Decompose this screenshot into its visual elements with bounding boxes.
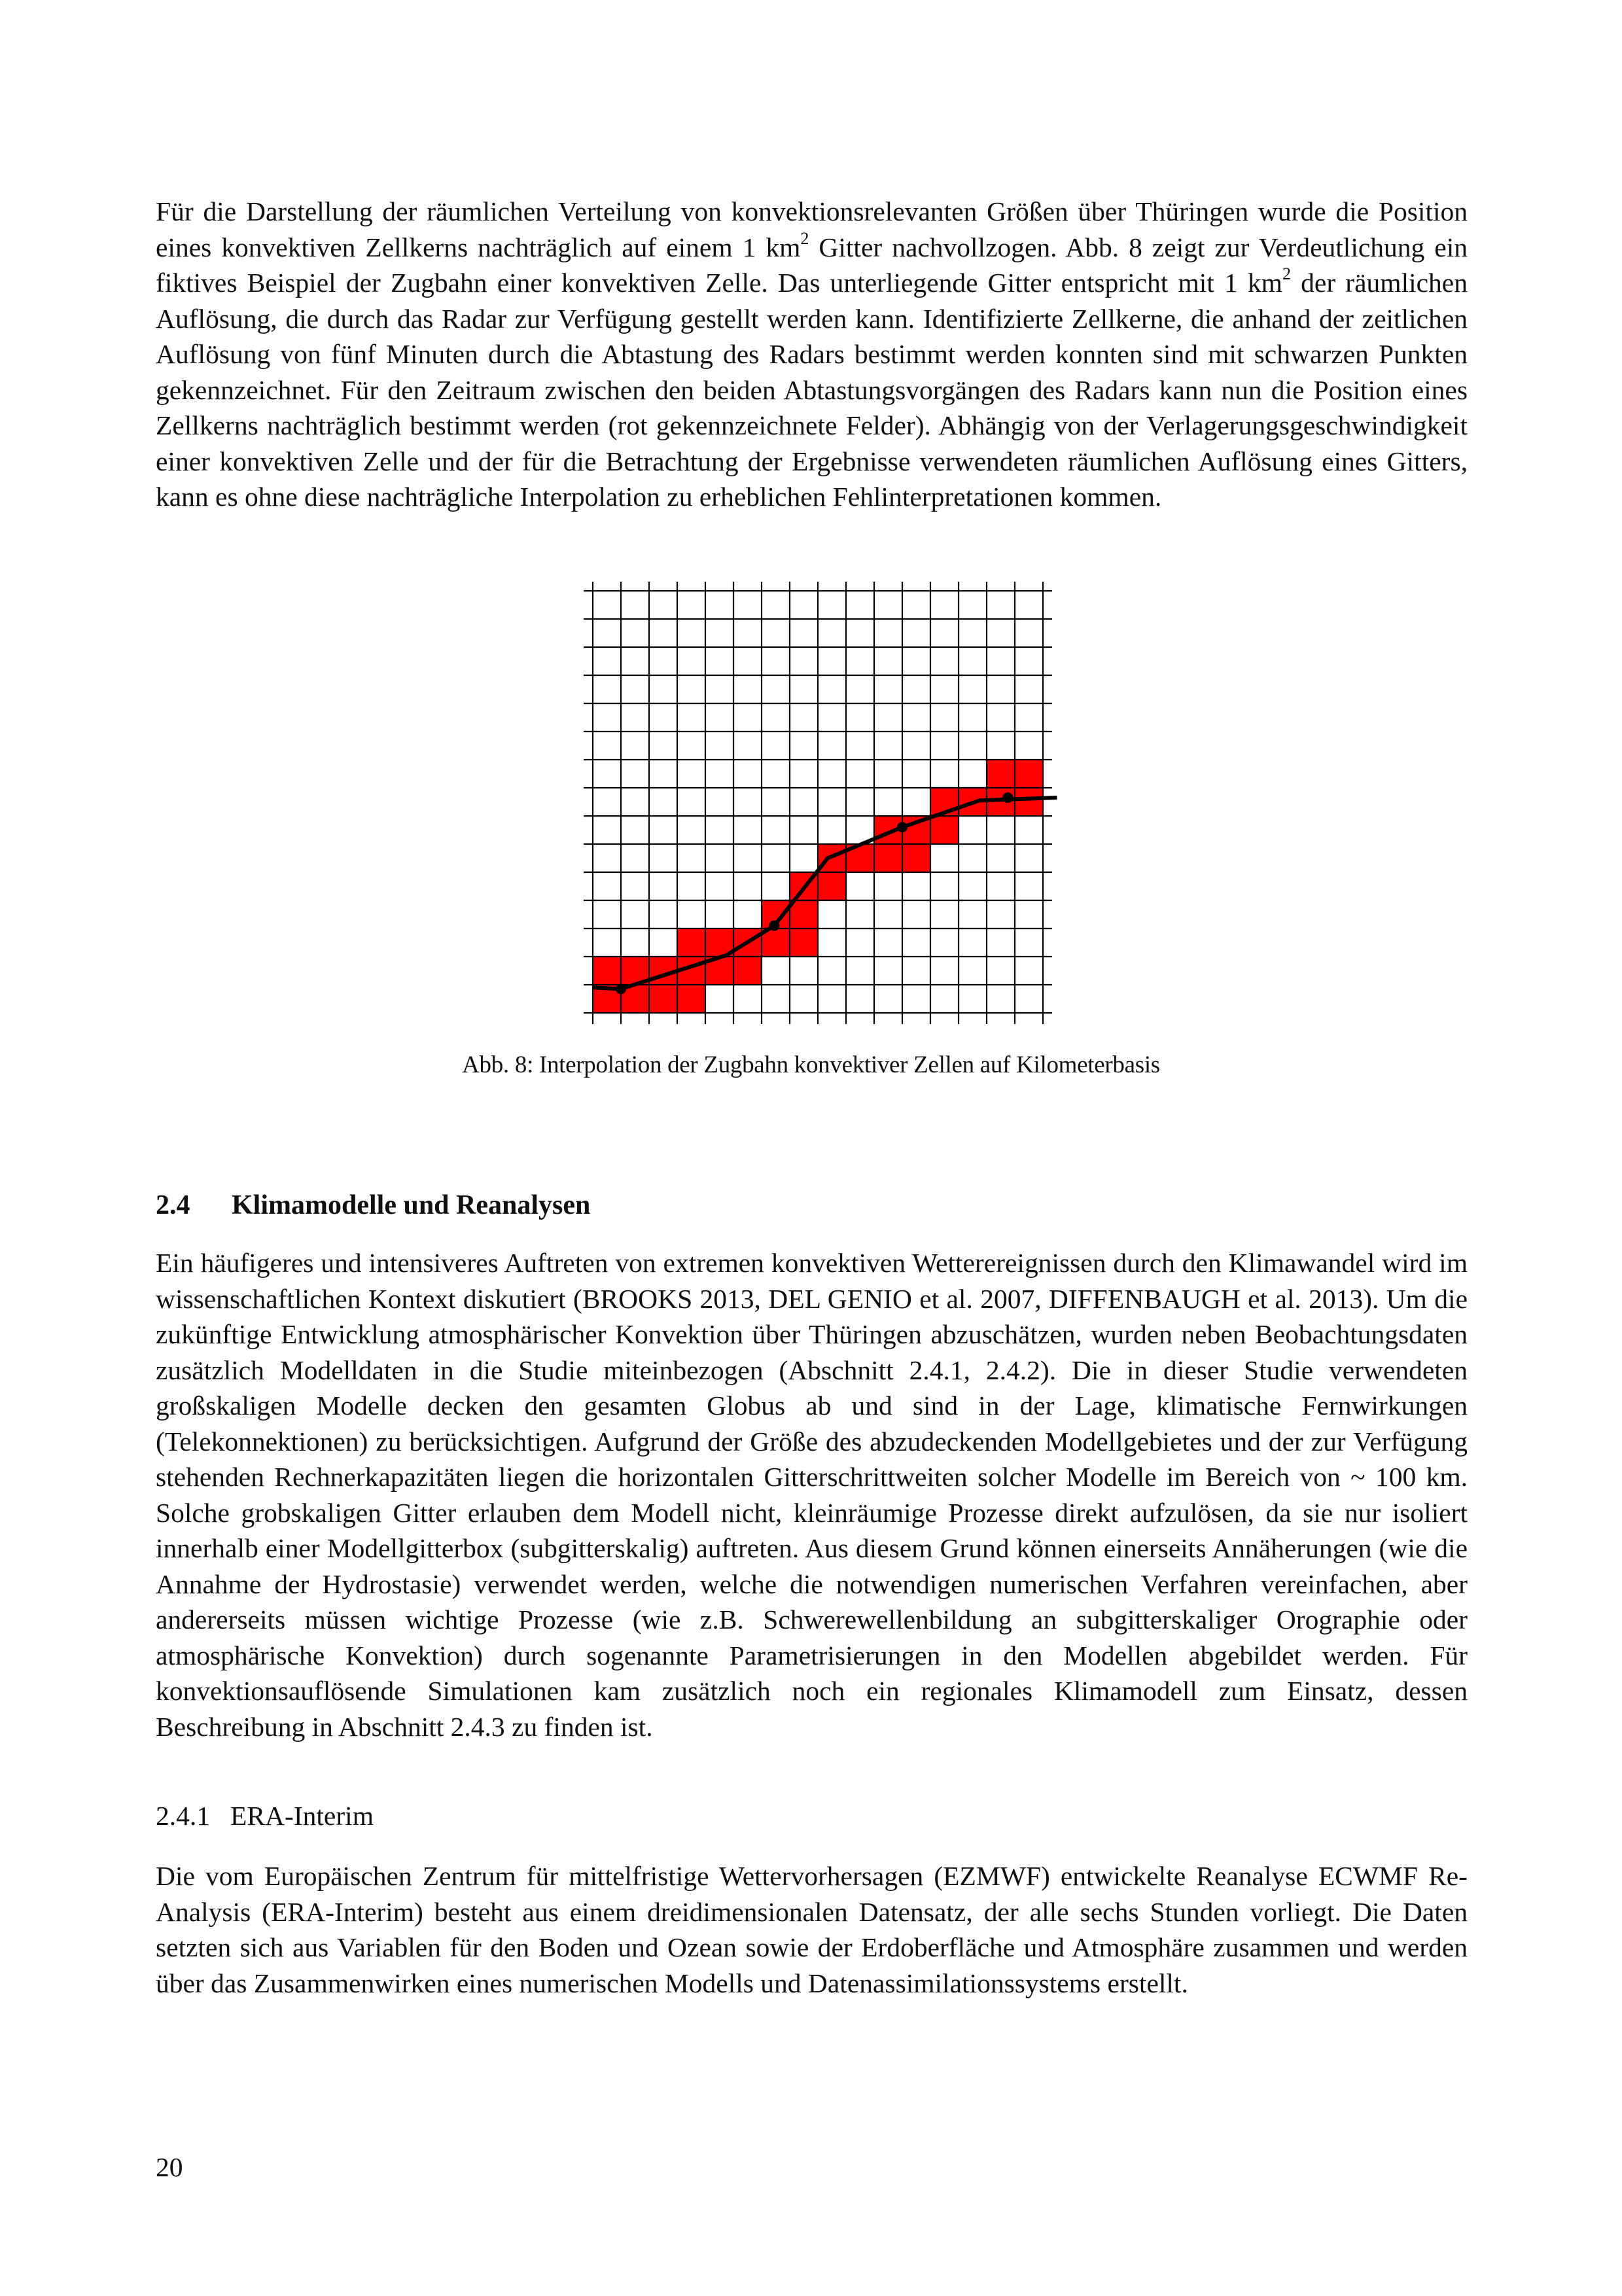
section-title: Klimamodelle und Reanalysen [232,1190,591,1220]
paragraph-text: der räumlichen Auflösung, die durch das Radar zur Verfügung gestellt werden kann. Identifizierte Zellkerne, die anhand der zeitlichen Auflösung von fünf Minuten durch die Abtastung des Radars bestimmt werden konnten sind mit schwarzen Punkten gekennzeichnet. Für den Zeitraum zwischen den beiden Abtastungsvorgängen des Radars kann nun die Position eines Zellkerns nachträglich bestimmt werden (rot gekennzeichnete Felder). Abhängig von der Verlagerungsgeschwindigkeit einer konvektiven Zelle und der für die Betrachtung der Ergebnisse verwendeten räumlichen Auflösung eines Gitters, kann es ohne diese nachträgliche Interpolation zu erheblichen Fehlinterpretationen kommen. [156,268,1468,512]
interpolated-cell [902,844,930,872]
interpolated-cell [930,816,959,844]
subsection-title: ERA-Interim [230,1801,374,1831]
subsection-number: 2.4.1 [156,1801,210,1831]
interpolated-cell [987,760,1015,788]
interpolated-cell [1015,760,1043,788]
cell-core-point [616,983,626,994]
superscript: 2 [1282,264,1291,284]
interpolated-cell [593,957,621,985]
superscript: 2 [800,228,809,248]
intro-paragraph [156,194,1468,515]
paragraph-text: Für die Darstellung der räumlichen Verteilung von konvektionsrelevanten Größen über Thüringen wurde die Position eines konvektiven Zellkerns nachträglich auf einem 1 km [156,196,1468,262]
interpolated-cell [790,928,818,957]
section-heading [156,1188,590,1223]
cell-core-point [897,822,908,832]
track-interpolation-figure [560,579,1065,1024]
subsection-heading [156,1798,374,1833]
figure-caption: Abb. 8: Interpolation der Zugbahn konvektiver Zellen auf Kilometerbasis [462,1051,1160,1078]
interpolated-cell [649,985,677,1013]
cell-core-point [769,921,779,931]
subsection-paragraph: Die vom Europäischen Zentrum für mittelfristige Wettervorhersagen (EZMWF) entwickelte Reanalyse ECWMF Re-Analysis (ERA-Interim) besteht aus einem dreidimensionalen Datensatz, der alle sechs Stunden vorliegt. Die Daten setzten sich aus Variablen für den Boden und Ozean sowie der Erdoberfläche und Atmosphäre zusammen und werden über das Zusammenwirken eines numerischen Modells und Datenassimilationssystems erstellt. [156,1861,1468,1998]
interpolated-cell [874,844,902,872]
page-number: 20 [156,2152,183,2182]
interpolated-cell [790,900,818,928]
interpolated-cell [733,957,762,985]
paragraph-text: Gitter nachvollzogen. Abb. 8 zeigt zur Verdeutlichung ein fiktives Beispiel der Zugbahn einer konvektiven Zelle. Das unterliegende Gitter entspricht mit 1 km [156,232,1468,298]
interpolated-cell [818,872,846,900]
grid-diagram [560,579,1065,1024]
interpolated-cell [1015,788,1043,816]
interpolated-cell [677,928,705,957]
interpolated-cell [677,985,705,1013]
cell-core-point [1002,792,1013,803]
section-paragraph: Ein häufigeres und intensiveres Auftreten von extremen konvektiven Wetterereignissen durch den Klimawandel wird im wissenschaftlichen Kontext diskutiert (BROOKS 2013, DEL GENIO et al. 2007, DIFFENBAUGH et al. 2013). Um die zukünftige Entwicklung atmosphärischer Konvektion über Thüringen abzuschätzen, wurden neben Beobachtungsdaten zusätzlich Modelldaten in die Studie miteinbezogen (Abschnitt 2.4.1, 2.4.2). Die in dieser Studie verwendeten großskaligen Modelle decken den gesamten Globus ab und sind in der Lage, klimatische Fernwirkungen (Telekonnektionen) zu berücksichtigen. Aufgrund der Größe des abzudeckenden Modellgebietes und der zur Verfügung stehenden Rechnerkapazitäten liegen die horizontalen Gitterschrittweiten solcher Modelle im Bereich von ~ 100 km. Solche grobskaligen Gitter erlauben dem Modell nicht, kleinräumige Prozesse direkt aufzulösen, da sie nur isoliert innerhalb einer Modellgitterbox (subgitterskalig) auftreten. Aus diesem Grund können einerseits Annäherungen (wie die Annahme der Hydrostasie) verwendet werden, welche die notwendigen numerischen Verfahren vereinfachen, aber andererseits müssen wichtige Prozesse (wie z.B. Schwerewellenbildung an subgitterskaliger Orographie oder atmosphärische Konvektion) durch sogenannte Parametrisierungen in den Modellen abgebildet werden. Für konvektionsauflösende Simulationen kam zusätzlich noch ein regionales Klimamodell zum Einsatz, dessen Beschreibung in Abschnitt 2.4.3 zu finden ist. [156,1248,1468,1742]
section-number: 2.4 [156,1190,190,1220]
